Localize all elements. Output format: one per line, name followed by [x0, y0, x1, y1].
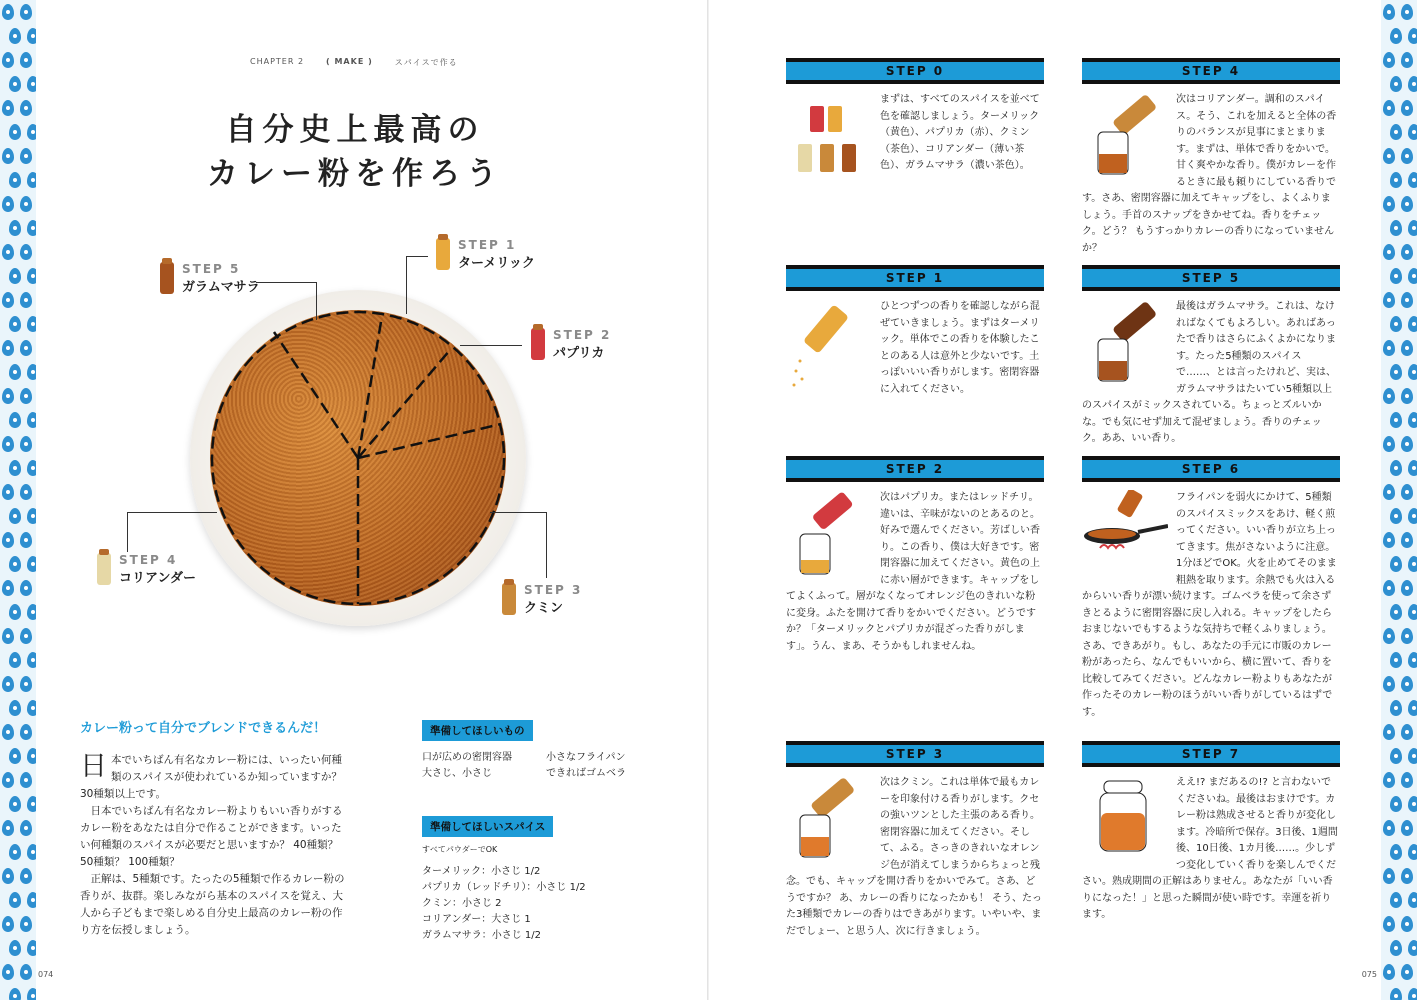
- droplet-icon: [20, 388, 32, 404]
- droplet-icon: [1408, 28, 1417, 44]
- droplet-icon: [2, 4, 14, 20]
- droplet-icon: [27, 508, 36, 524]
- leader-line-step3: [490, 512, 546, 513]
- step-7-text: ええ!? まだあるの!? と言わないでくださいね。最後はおまけです。カレー粉は熟成させると香りが変化します。冷暗所で保存。3日後、1週間後、10日後、1カ月後……。少しずつ変化していく香りを楽しんでください。熟成期間の正解はありません。あなたが「いい香りになった！」と思った瞬間が使い時です。幸運を祈ります。: [1082, 777, 1338, 920]
- droplet-icon: [27, 220, 36, 236]
- droplet-icon: [2, 148, 14, 164]
- droplet-icon: [1408, 172, 1417, 188]
- droplet-icon: [27, 76, 36, 92]
- droplet-icon: [1390, 892, 1402, 908]
- droplet-icon: [9, 316, 21, 332]
- droplet-icon: [2, 580, 14, 596]
- droplet-icon: [2, 196, 14, 212]
- leader-line-step1: [406, 256, 407, 314]
- step-2-box: [786, 456, 1044, 655]
- coriander-pour-illustration: [1082, 92, 1168, 182]
- droplet-icon: [1383, 964, 1395, 980]
- droplet-icon: [1408, 700, 1417, 716]
- droplet-icon: [9, 892, 21, 908]
- droplet-icon: [1383, 100, 1395, 116]
- title-line-1: 自分史上最高の: [225, 112, 485, 148]
- droplet-icon: [1390, 28, 1402, 44]
- diagram-label-step5: [160, 262, 260, 295]
- droplet-icon: [27, 172, 36, 188]
- step-label-en: STEP 5: [182, 262, 241, 276]
- droplet-icon: [1390, 556, 1402, 572]
- step-6-heading: STEP 6: [1082, 456, 1340, 482]
- droplet-icon: [9, 748, 21, 764]
- cumin-jar-icon: [502, 583, 516, 615]
- left-decorative-border: [0, 0, 36, 1000]
- droplet-icon: [1383, 4, 1395, 20]
- droplet-icon: [2, 436, 14, 452]
- leader-line-step4: [127, 512, 217, 513]
- droplet-icon: [1401, 868, 1413, 884]
- droplet-icon: [1383, 916, 1395, 932]
- droplet-icon: [1390, 412, 1402, 428]
- droplet-icon: [1390, 76, 1402, 92]
- droplet-icon: [1408, 748, 1417, 764]
- droplet-icon: [1390, 220, 1402, 236]
- droplet-icon: [9, 76, 21, 92]
- droplet-icon: [27, 268, 36, 284]
- droplet-icon: [1408, 940, 1417, 956]
- droplet-icon: [2, 676, 14, 692]
- leader-line-step4-v: [127, 512, 128, 552]
- droplet-icon: [27, 700, 36, 716]
- droplet-icon: [1383, 436, 1395, 452]
- droplet-icon: [1390, 748, 1402, 764]
- droplet-icon: [20, 100, 32, 116]
- droplet-icon: [1401, 772, 1413, 788]
- section-label: スパイスで作る: [394, 58, 458, 67]
- spice-jars-illustration: [786, 92, 872, 182]
- droplet-icon: [27, 652, 36, 668]
- droplet-icon: [1408, 988, 1417, 1000]
- droplet-icon: [9, 604, 21, 620]
- step-label-jp: クミン: [524, 601, 564, 616]
- paprika-jar-icon: [531, 328, 545, 360]
- droplet-icon: [1401, 916, 1413, 932]
- droplet-icon: [20, 52, 32, 68]
- step-5-text: 最後はガラムマサラ。これは、なければなくてもよろしい。あればあったで香りはさらにふくよかになります。たった5種類のスパイスで……、とは言ったけれど、実は、ガラムマサラはたいてい5種類以上のスパイスがミックスされている。ちょっとズルいかな。でも気にせず加えて混ぜましょう。香りのチェック。ああ、いい香り。: [1082, 301, 1336, 444]
- step-5-box: [1082, 265, 1340, 448]
- droplet-icon: [1390, 796, 1402, 812]
- droplet-icon: [9, 28, 21, 44]
- droplet-icon: [1390, 460, 1402, 476]
- droplet-icon: [2, 772, 14, 788]
- droplet-icon: [1408, 364, 1417, 380]
- droplet-icon: [1408, 124, 1417, 140]
- droplet-icon: [1390, 508, 1402, 524]
- droplet-icon: [1383, 196, 1395, 212]
- droplet-icon: [9, 364, 21, 380]
- turmeric-pour-illustration: [786, 299, 872, 389]
- spices-tag: 準備してほしいスパイス: [422, 816, 553, 837]
- step-3-box: [786, 741, 1044, 940]
- droplet-icon: [9, 844, 21, 860]
- chapter-label: CHAPTER 2: [250, 57, 305, 66]
- step-0-box: [786, 58, 1044, 186]
- droplet-icon: [9, 652, 21, 668]
- droplet-icon: [1390, 364, 1402, 380]
- diagram-label-step1: [436, 238, 535, 271]
- droplet-icon: [20, 292, 32, 308]
- step-label-jp: ガラムマサラ: [182, 280, 260, 295]
- step-2-text: 次はパプリカ。またはレッドチリ。違いは、辛味がないのとあるのと。好みで選んでください。芳ばしい香り。この香り、僕は大好きです。密閉容器に加えてください。黄色の上に赤い層ができます。キャップをしてよくふって。層がなくなってオレンジ色のきれいな粉に変身。ふたを開けて香りをかいでください。どうですか？「ターメリックとパプリカが混ざった香りがします」。うん、まあ、そうかもしれませんね。: [786, 492, 1040, 652]
- droplet-icon: [20, 148, 32, 164]
- droplet-icon: [1408, 268, 1417, 284]
- droplet-icon: [2, 820, 14, 836]
- droplet-icon: [27, 364, 36, 380]
- coriander-jar-icon: [97, 553, 111, 585]
- droplet-icon: [2, 52, 14, 68]
- diagram-label-step3: [502, 583, 582, 616]
- droplet-icon: [27, 316, 36, 332]
- spice-item: クミン：小さじ 2: [422, 898, 502, 909]
- turmeric-jar-icon: [436, 238, 450, 270]
- droplet-icon: [1408, 76, 1417, 92]
- leader-line-step2: [460, 345, 522, 346]
- spice-item: ターメリック：小さじ 1/2: [422, 866, 541, 877]
- tool-item: できればゴムベラ: [546, 768, 626, 779]
- garam-masala-jar-icon: [160, 262, 174, 294]
- page-title: [200, 108, 510, 196]
- droplet-icon: [20, 916, 32, 932]
- droplet-icon: [1401, 292, 1413, 308]
- droplet-icon: [9, 556, 21, 572]
- diagram-label-step2: [531, 328, 611, 361]
- droplet-icon: [1383, 628, 1395, 644]
- step-label-en: STEP 1: [458, 238, 517, 252]
- droplet-icon: [9, 268, 21, 284]
- droplet-icon: [20, 820, 32, 836]
- droplet-icon: [1383, 148, 1395, 164]
- droplet-icon: [1401, 628, 1413, 644]
- droplet-icon: [2, 724, 14, 740]
- droplet-icon: [9, 508, 21, 524]
- droplet-icon: [1383, 580, 1395, 596]
- droplet-icon: [1390, 940, 1402, 956]
- droplet-icon: [1390, 172, 1402, 188]
- step-label-jp: ターメリック: [458, 256, 535, 271]
- droplet-icon: [27, 412, 36, 428]
- right-decorative-border: [1381, 0, 1417, 1000]
- droplet-icon: [20, 244, 32, 260]
- droplet-icon: [20, 772, 32, 788]
- step-label-jp: パプリカ: [553, 346, 605, 361]
- droplet-icon: [27, 892, 36, 908]
- droplet-icon: [1383, 292, 1395, 308]
- spices-list: [422, 842, 586, 944]
- droplet-icon: [2, 484, 14, 500]
- paprika-pour-illustration: [786, 490, 872, 580]
- droplet-icon: [27, 796, 36, 812]
- leader-line-step1-h: [406, 256, 428, 257]
- step-3-text: 次はクミン。これは単体で最もカレーを印象付ける香りがします。クセの強いツンとした主張のある香り。密閉容器に加えてください。そして、ふる。さっきのきれいなオレンジ色が消えてしまうからちょっと残念。でも、キャップを開け香りをかいでみて。さあ、どうですか？ あ、カレーの香りになったかも！ そう、たった3種類でカレーの香りはできあがります。いやいや、まだでしょー、と思う人、次に行きましょう。: [786, 777, 1042, 937]
- droplet-icon: [20, 580, 32, 596]
- droplet-icon: [1390, 268, 1402, 284]
- page-number-left: 074: [38, 970, 54, 979]
- step-0-heading: STEP 0: [786, 58, 1044, 84]
- droplet-icon: [1408, 556, 1417, 572]
- droplet-icon: [1401, 100, 1413, 116]
- step-7-heading: STEP 7: [1082, 741, 1340, 767]
- frying-pan-illustration: [1082, 490, 1168, 580]
- sealed-jar-illustration: [1082, 775, 1168, 865]
- droplet-icon: [9, 796, 21, 812]
- droplet-icon: [1383, 52, 1395, 68]
- step-4-text: 次はコリアンダー。調和のスパイス。そう、これを加えると全体の香りのバランスが見事にまとまります。まずは、単体で香りをかいで。甘く爽やかな香り。僕がカレーを作るときに最も頼りにしている香りです。さあ、密閉容器に加えてキャップをし、よくふりましょう。手首のスナップをきかせてね。香りをチェック。どう？ もうすっかりカレーの香りになっていませんか？: [1082, 94, 1337, 254]
- page-gutter: [707, 0, 709, 1000]
- droplet-icon: [1390, 604, 1402, 620]
- spices-note: すべてパウダーでOK: [422, 845, 498, 854]
- droplet-icon: [20, 964, 32, 980]
- cumin-pour-illustration: [786, 775, 872, 865]
- droplet-icon: [1401, 724, 1413, 740]
- droplet-icon: [2, 388, 14, 404]
- step-3-heading: STEP 3: [786, 741, 1044, 767]
- droplet-icon: [1383, 340, 1395, 356]
- droplet-icon: [1401, 964, 1413, 980]
- droplet-icon: [2, 532, 14, 548]
- droplet-icon: [1401, 388, 1413, 404]
- step-5-heading: STEP 5: [1082, 265, 1340, 291]
- page-number-right: 075: [1361, 970, 1377, 979]
- droplet-icon: [2, 340, 14, 356]
- step-label-en: STEP 2: [553, 328, 612, 342]
- droplet-icon: [1383, 244, 1395, 260]
- droplet-icon: [1401, 148, 1413, 164]
- droplet-icon: [1408, 412, 1417, 428]
- droplet-icon: [1383, 724, 1395, 740]
- intro-subhead: カレー粉って自分でブレンドできるんだ！: [80, 721, 327, 736]
- droplet-icon: [1390, 700, 1402, 716]
- droplet-icon: [2, 628, 14, 644]
- intro-body: [80, 752, 348, 939]
- droplet-icon: [1390, 316, 1402, 332]
- droplet-icon: [20, 628, 32, 644]
- droplet-icon: [1408, 220, 1417, 236]
- droplet-icon: [1408, 604, 1417, 620]
- step-7-box: [1082, 741, 1340, 924]
- tool-item: 小さなフライパン: [546, 752, 626, 763]
- leader-line-step3-v: [546, 512, 547, 578]
- tool-item: 口が広めの密閉容器: [422, 752, 512, 763]
- droplet-icon: [1383, 532, 1395, 548]
- step-6-text: フライパンを弱火にかけて、5種類のスパイスミックスをあけ、軽く煎ってください。いい香りが立ち上ってきます。焦がさないように注意。1分ほどでOK。火を止めてそのまま粗熱を取ります。余熱でも火は入るからいい香りが漂い続けます。ゴムベラを使って余さずきとるように密閉容器に戻し入れる。キャップをしたらおまじないでもするような気持ちで軽くふりましょう。さあ、できあがり。もし、あなたの手元に市販のカレー粉があったら、なんでもいいから、横に置いて、香りを比較してみてください。どんなカレー粉よりもあなたが作ったそのカレー粉のほうがいい香りがしているはずです。: [1082, 492, 1337, 718]
- droplet-icon: [2, 100, 14, 116]
- droplet-icon: [20, 676, 32, 692]
- droplet-icon: [2, 244, 14, 260]
- droplet-icon: [1401, 484, 1413, 500]
- garam-masala-pour-illustration: [1082, 299, 1168, 389]
- droplet-icon: [1401, 52, 1413, 68]
- droplet-icon: [2, 964, 14, 980]
- droplet-icon: [9, 220, 21, 236]
- droplet-icon: [2, 292, 14, 308]
- title-line-2: カレー粉を作ろう: [207, 156, 503, 192]
- droplet-icon: [2, 868, 14, 884]
- droplet-icon: [20, 532, 32, 548]
- droplet-icon: [20, 340, 32, 356]
- droplet-icon: [20, 436, 32, 452]
- droplet-icon: [27, 844, 36, 860]
- step-label-jp: コリアンダー: [119, 571, 196, 586]
- droplet-icon: [1390, 652, 1402, 668]
- droplet-icon: [27, 988, 36, 1000]
- droplet-icon: [27, 940, 36, 956]
- droplet-icon: [27, 28, 36, 44]
- droplet-icon: [1390, 988, 1402, 1000]
- step-label-en: STEP 3: [524, 583, 583, 597]
- diagram-label-step4: [97, 553, 196, 586]
- droplet-icon: [1383, 772, 1395, 788]
- step-4-box: [1082, 58, 1340, 257]
- droplet-icon: [27, 748, 36, 764]
- droplet-icon: [1401, 820, 1413, 836]
- dropcap: 日: [80, 751, 107, 782]
- droplet-icon: [20, 4, 32, 20]
- blend-division-lines: [210, 310, 506, 606]
- droplet-icon: [20, 484, 32, 500]
- droplet-icon: [1390, 844, 1402, 860]
- tools-list: [422, 750, 646, 782]
- droplet-icon: [1390, 124, 1402, 140]
- droplet-icon: [1383, 868, 1395, 884]
- step-1-box: [786, 265, 1044, 398]
- droplet-icon: [20, 724, 32, 740]
- spice-item: コリアンダー：大さじ 1: [422, 914, 531, 925]
- intro-text: 本でいちばん有名なカレー粉には、いったい何種類のスパイスが使われているか知っていますか？ 30種類以上です。 日本でいちばん有名なカレー粉よりもいい香りがするカレー粉をあなたは自分で作ることができます。いったい何種類のスパイスが必要だと思いますか？ 40種類？ 50種類？ 100種類？ 正解は、5種類です。たったの5種類で作るカレー粉の香りが、抜群。楽しみながら基本のスパイスを覚え、大人から子どもまで楽しめる自分史上最高のカレー粉の作り方を伝授しましょう。: [80, 754, 345, 936]
- droplet-icon: [1401, 244, 1413, 260]
- step-4-heading: STEP 4: [1082, 58, 1340, 84]
- droplet-icon: [9, 124, 21, 140]
- droplet-icon: [9, 940, 21, 956]
- droplet-icon: [1383, 388, 1395, 404]
- step-1-heading: STEP 1: [786, 265, 1044, 291]
- step-1-text: ひとつずつの香りを確認しながら混ぜていきましょう。まずはターメリック。単体でこの香りを体験したことのある人は意外と少ないです。土っぽいいい香りがします。密閉容器に入れてください。: [880, 301, 1040, 395]
- droplet-icon: [1401, 580, 1413, 596]
- droplet-icon: [9, 412, 21, 428]
- droplet-icon: [1408, 844, 1417, 860]
- step-2-heading: STEP 2: [786, 456, 1044, 482]
- droplet-icon: [9, 172, 21, 188]
- droplet-icon: [27, 604, 36, 620]
- droplet-icon: [1383, 484, 1395, 500]
- tools-tag: 準備してほしいもの: [422, 720, 533, 741]
- droplet-icon: [1401, 676, 1413, 692]
- droplet-icon: [27, 460, 36, 476]
- droplet-icon: [1401, 196, 1413, 212]
- droplet-icon: [27, 556, 36, 572]
- droplet-icon: [1401, 340, 1413, 356]
- droplet-icon: [2, 916, 14, 932]
- droplet-icon: [20, 196, 32, 212]
- droplet-icon: [27, 124, 36, 140]
- spice-item: パプリカ（レッドチリ）：小さじ 1/2: [422, 882, 586, 893]
- droplet-icon: [1401, 532, 1413, 548]
- droplet-icon: [20, 868, 32, 884]
- chapter-header: [250, 57, 458, 68]
- droplet-icon: [9, 700, 21, 716]
- droplet-icon: [1408, 796, 1417, 812]
- droplet-icon: [1408, 652, 1417, 668]
- tool-item: 大さじ、小さじ: [422, 768, 492, 779]
- droplet-icon: [1401, 4, 1413, 20]
- spice-item: ガラムマサラ：小さじ 1/2: [422, 930, 541, 941]
- step-6-box: [1082, 456, 1340, 721]
- make-label: ( MAKE ): [326, 57, 373, 66]
- leader-line-step5-h: [256, 282, 316, 283]
- droplet-icon: [9, 460, 21, 476]
- droplet-icon: [1401, 436, 1413, 452]
- step-0-text: まずは、すべてのスパイスを並べて色を確認しましょう。ターメリック（黄色）、パプリカ（赤）、クミン（茶色）、コリアンダー（薄い茶色）、ガラムマサラ（濃い茶色）。: [880, 94, 1040, 171]
- droplet-icon: [1383, 820, 1395, 836]
- droplet-icon: [1408, 316, 1417, 332]
- droplet-icon: [1408, 460, 1417, 476]
- droplet-icon: [1408, 892, 1417, 908]
- droplet-icon: [9, 988, 21, 1000]
- step-label-en: STEP 4: [119, 553, 178, 567]
- droplet-icon: [1408, 508, 1417, 524]
- leader-line-step5: [316, 282, 317, 320]
- droplet-icon: [1383, 676, 1395, 692]
